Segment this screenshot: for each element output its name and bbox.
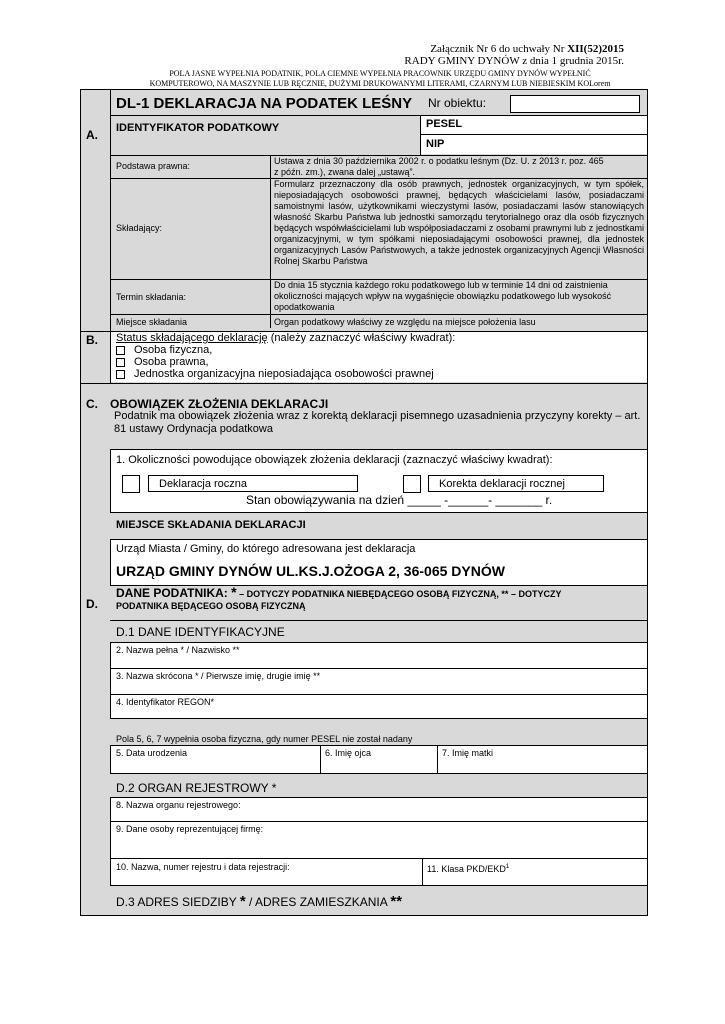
obligation-question: 1. Okoliczności powodujące obowiązek złożenia deklaracji (zaznaczyć właściwy kwadrat): xyxy=(116,454,553,466)
status-option-label: Osoba fizyczna, xyxy=(134,344,213,356)
section-d-letter: D. xyxy=(86,597,98,611)
checkbox-icon[interactable] xyxy=(116,358,125,367)
short-name-input[interactable] xyxy=(111,682,647,692)
rule xyxy=(110,620,648,621)
correction-checkbox[interactable] xyxy=(403,475,421,493)
place-label: Miejsce składania xyxy=(116,317,188,327)
field-5-label[interactable]: 5. Data urodzenia xyxy=(116,748,188,758)
section-d-title xyxy=(116,586,616,612)
natural-person-note: – DOTYCZY PODATNIKA BĘDĄCEGO OSOBĄ FIZYCZNĄ xyxy=(116,589,562,611)
filer-label: Składający: xyxy=(116,223,163,233)
nip-label: NIP xyxy=(426,138,445,150)
status-option-3[interactable] xyxy=(116,368,434,381)
section-c-description: Podatnik ma obowiązek złożenia wraz z korektą deklaracji pisemnego uzasadnienia przyczyny korekty – art. 81 ustawy Ordynacja podatkowa xyxy=(114,410,641,435)
star-marker: * xyxy=(231,584,237,600)
legal-basis-text: Ustawa z dnia 30 października 2002 r. o podatku leśnym (Dz. U. z 2013 r. poz. 465 z późn. zm.), zwana dalej „ustawą”. xyxy=(274,156,604,177)
field-9-label: 9. Dane osoby reprezentującej firmę: xyxy=(116,824,264,834)
rule xyxy=(110,668,648,669)
section-b-letter: B. xyxy=(86,333,98,347)
footnote-marker: 1 xyxy=(505,864,510,870)
place-text: Organ podatkowy właściwy ze względu na miejsce położenia lasu xyxy=(274,317,536,327)
rule xyxy=(110,858,648,859)
full-name-input[interactable] xyxy=(111,656,647,666)
d3-title xyxy=(116,895,402,909)
star-marker: ** xyxy=(501,589,509,599)
office-label: Urząd Miasta / Gminy, do którego adresowana jest deklaracja xyxy=(116,543,416,555)
status-option-label: Osoba prawna, xyxy=(134,356,209,368)
birth-divider-1 xyxy=(320,745,321,774)
seat-address-label: D.3 ADRES SIEDZIBY xyxy=(116,895,240,909)
object-number-field[interactable] xyxy=(510,95,640,113)
field-8-label: 8. Nazwa organu rejestrowego: xyxy=(116,800,241,810)
legal-basis-label: Podstawa prawna: xyxy=(116,161,191,171)
legal-person-note: – DOTYCZY PODATNIKA NIEBĘDĄCEGO OSOBĄ FIZYCZNĄ, xyxy=(236,589,502,599)
register-authority-input[interactable] xyxy=(111,811,647,820)
star-marker: * xyxy=(239,893,246,910)
annual-checkbox[interactable] xyxy=(122,475,140,493)
section-c-letter: C. xyxy=(86,397,98,411)
attachment-prefix: Załącznik Nr 6 do uchwały Nr xyxy=(430,43,568,55)
object-number-label: Nr obiektu: xyxy=(428,96,487,110)
instruction-line1: POLA JASNE WYPEŁNIA PODATNIK, POLA CIEMNE WYPEŁNIA PRACOWNIK URZĘDU GMINY DYNÓW WYPEŁNIĆ xyxy=(169,69,591,78)
representative-input[interactable] xyxy=(111,836,647,856)
place-section-title: MIEJSCE SKŁADANIA DEKLARACJI xyxy=(116,519,306,531)
field-6-label[interactable]: 6. Imię ojca xyxy=(325,748,372,758)
field-11-label[interactable] xyxy=(427,862,509,875)
form-title: DL-1 DEKLARACJA NA PODATEK LEŚNY xyxy=(116,95,413,112)
deadline-text: Do dnia 15 stycznia każdego roku podatkowego lub w terminie 14 dni od zaistnienia okoliczności mających wpływ na wygaśnięcie obowiązku podatkowego lub wysokość opodatkowania xyxy=(274,280,612,312)
section-a-letter: A. xyxy=(86,128,98,142)
field-3-label: 3. Nazwa skrócona * / Pierwsze imię, drugie imię ** xyxy=(116,671,321,681)
checkbox-icon[interactable] xyxy=(116,370,125,379)
section-c-title: OBOWIĄZEK ZŁOŻENIA DEKLARACJI xyxy=(110,397,329,411)
status-hint: (należy zaznaczyć właściwy kwadrat): xyxy=(267,332,456,344)
pesel-label: PESEL xyxy=(426,118,463,130)
correction-label: Korekta deklaracji rocznej xyxy=(439,478,565,490)
office-value: URZĄD GMINY DYNÓW UL.KS.J.OŻOGA 2, 36-065 DYNÓW xyxy=(116,563,505,579)
status-title: Status składającego deklarację xyxy=(116,332,268,344)
filer-text: Formularz przeznaczony dla osób prawnych, jednostek organizacyjnych, w tym spółek, nieposiadających osobowości prawnej, będących właścicielami lasów, posiadaczami samoistnymi lasów, użytkownikami wieczystymi lasów, posiadaczami lasów stanowiących własność Skarbu Państwa lub jednostki samorządu terytorialnego oraz dla osób fizycznych będących współwłaścicielami lub współposiadaczami z osobami prawnymi lub z jednostkami organizacyjnymi, w tym spółkami nieposiadającymi osobowości prawnej, dla jednostek organizacyjnych Lasów Państwowych, a także jednostek organizacyjnych Agencji Własności Rolnej Skarbu Państwa xyxy=(274,179,644,266)
status-option-label: Jednostka organizacyjna nieposiadająca osobowości prawnej xyxy=(134,368,434,380)
register-divider xyxy=(422,858,423,886)
rule xyxy=(80,383,648,384)
rule xyxy=(420,134,648,135)
field-2-label: 2. Nazwa pełna * / Nazwisko ** xyxy=(116,645,240,655)
residence-address-label: / ADRES ZAMIESZKANIA xyxy=(245,895,391,909)
field-10-label[interactable]: 10. Nazwa, numer rejestru i data rejestracji: xyxy=(116,862,290,872)
info-divider xyxy=(270,155,271,328)
state-date-line[interactable]: Stan obowiązywania na dzień _____ -______- _______ r. xyxy=(246,493,553,507)
correction-option[interactable] xyxy=(428,475,604,492)
rule xyxy=(110,694,648,695)
birth-data-box xyxy=(110,745,648,774)
taxpayer-id-label: IDENTYFIKATOR PODATKOWY xyxy=(116,122,280,134)
d2-title: D.2 ORGAN REJESTROWY * xyxy=(116,781,277,795)
fields-567-note: Pola 5, 6, 7 wypełnia osoba fizyczna, gdy numer PESEL nie został nadany xyxy=(116,734,413,744)
taxpayer-data-title: DANE PODATNIKA: xyxy=(116,586,232,600)
attachment-number: XII(52)2015 xyxy=(567,43,624,55)
instruction-line2: KOMPUTEROWO, NA MASZYNIE LUB RĘCZNIE, DUŻYMI DRUKOWANYMI LITERAMI, CZARNYM LUB NIEBIESKIM KOLorem xyxy=(149,79,611,88)
deadline-label: Termin składania: xyxy=(116,292,187,302)
pkd-label: 11. Klasa PKD/EKD xyxy=(427,864,506,874)
birth-divider-2 xyxy=(437,745,438,774)
rule xyxy=(110,314,648,315)
rule xyxy=(110,821,648,822)
field-7-label[interactable]: 7. Imię matki xyxy=(442,748,494,758)
checkbox-icon[interactable] xyxy=(116,346,125,355)
section-a-divider xyxy=(110,89,111,332)
annual-option[interactable] xyxy=(148,475,358,492)
regon-input[interactable] xyxy=(111,708,647,718)
star-marker: ** xyxy=(390,893,403,910)
field-4-label: 4. Identyfikator REGON* xyxy=(116,697,215,707)
d1-title: D.1 DANE IDENTYFIKACYJNE xyxy=(116,625,285,639)
council-line: RADY GMINY DYNÓW z dnia 1 grudnia 2015r. xyxy=(404,55,624,67)
annual-label: Deklaracja roczna xyxy=(159,478,248,490)
